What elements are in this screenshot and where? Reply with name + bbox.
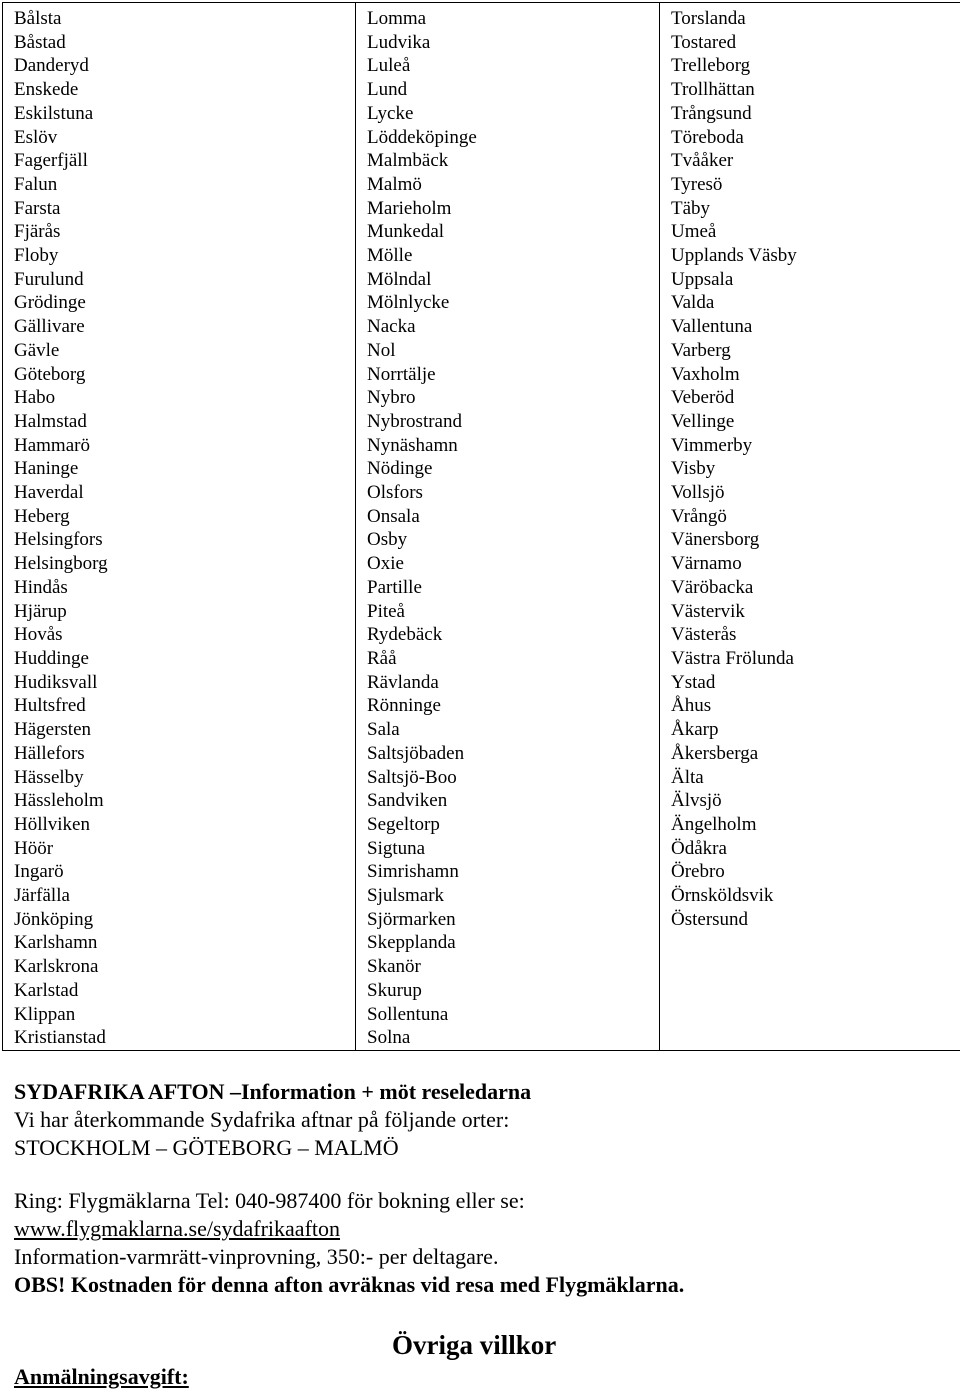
- city-name: Karlskrona: [14, 956, 99, 978]
- city-name: Nol: [367, 339, 396, 361]
- city-name: Hammarö: [14, 434, 90, 456]
- city-name: Helsingfors: [14, 529, 103, 551]
- info-notice: OBS! Kostnaden för denna afton avräknas vid resa med Flygmäklarna.: [14, 1272, 685, 1297]
- city-name: Malmbäck: [367, 150, 449, 172]
- city-name: Nödinge: [367, 458, 433, 480]
- city-name: Ödåkra: [671, 837, 727, 859]
- city-name: Nacka: [367, 316, 416, 338]
- city-name: Bålsta: [14, 8, 62, 29]
- city-list-3: [671, 7, 960, 931]
- city-name: Hägersten: [14, 719, 92, 741]
- city-name: Åkersberga: [671, 742, 759, 764]
- city-name: Onsala: [367, 505, 420, 527]
- city-name: Ängelholm: [671, 813, 757, 835]
- city-name: Väröbacka: [671, 576, 754, 598]
- city-name: Vallentuna: [671, 316, 753, 338]
- city-name: Huddinge: [14, 647, 89, 669]
- city-name: Piteå: [367, 600, 405, 622]
- city-name: Haverdal: [14, 482, 84, 504]
- city-name: Munkedal: [367, 221, 445, 243]
- city-name: Hjärup: [14, 600, 67, 622]
- city-name: Jönköping: [14, 908, 94, 930]
- city-name: Partille: [367, 576, 422, 598]
- city-name: Mölnlycke: [367, 292, 450, 314]
- city-name: Habo: [14, 387, 56, 409]
- city-name: Höllviken: [14, 813, 90, 835]
- city-name: Danderyd: [14, 55, 89, 77]
- city-name: Mölle: [367, 245, 413, 267]
- city-name: Nynäshamn: [367, 434, 458, 456]
- city-name: Segeltorp: [367, 813, 440, 835]
- city-name: Lund: [367, 79, 408, 101]
- city-name: Skanör: [367, 956, 421, 978]
- city-name: Löddeköpinge: [367, 126, 477, 148]
- city-column-3: [660, 3, 960, 1051]
- city-name: Rönninge: [367, 695, 441, 717]
- city-name: Västerås: [671, 624, 737, 646]
- city-name: Sjörmarken: [367, 908, 456, 930]
- city-column-1: [3, 3, 356, 1051]
- city-table-row: [3, 3, 960, 1051]
- city-name: Båstad: [14, 31, 66, 53]
- city-name: Lycke: [367, 102, 414, 124]
- city-name: Västra Frölunda: [671, 647, 794, 669]
- city-name: Kristianstad: [14, 1027, 106, 1049]
- info-link-line: [14, 1215, 944, 1243]
- city-name: Falun: [14, 173, 58, 195]
- city-name: Sjulsmark: [367, 885, 445, 907]
- city-column-2: [356, 3, 660, 1051]
- city-name: Saltsjöbaden: [367, 742, 465, 764]
- city-name: Hudiksvall: [14, 671, 98, 693]
- city-name: Trelleborg: [671, 55, 751, 77]
- city-name: Trångsund: [671, 102, 752, 124]
- city-name: Ystad: [671, 671, 716, 693]
- city-name: Hovås: [14, 624, 63, 646]
- city-name: Valda: [671, 292, 715, 314]
- city-name: Klippan: [14, 1003, 76, 1025]
- city-name: Veberöd: [671, 387, 735, 409]
- city-name: Grödinge: [14, 292, 86, 314]
- info-intro: Vi har återkommande Sydafrika aftnar på följande orter:: [14, 1107, 510, 1132]
- city-name: Halmstad: [14, 410, 87, 432]
- city-list-1: [14, 7, 355, 1050]
- city-name: Umeå: [671, 221, 717, 243]
- city-name: Fjärås: [14, 221, 61, 243]
- city-name: Örnsköldsvik: [671, 885, 774, 907]
- city-name: Hultsfred: [14, 695, 86, 717]
- city-name: Lomma: [367, 8, 427, 29]
- city-name: Östersund: [671, 908, 749, 930]
- info-places: STOCKHOLM – GÖTEBORG – MALMÖ: [14, 1135, 399, 1160]
- city-name: Trollhättan: [671, 79, 755, 101]
- city-name: Tyresö: [671, 173, 723, 195]
- city-name: Osby: [367, 529, 408, 551]
- city-name: Sandviken: [367, 790, 448, 812]
- city-name: Gävle: [14, 339, 60, 361]
- city-name: Rävlanda: [367, 671, 439, 693]
- city-name: Örebro: [671, 861, 725, 883]
- city-name: Västervik: [671, 600, 745, 622]
- city-name: Floby: [14, 245, 59, 267]
- city-name: Sollentuna: [367, 1003, 449, 1025]
- city-name: Täby: [671, 197, 711, 219]
- city-name: Visby: [671, 458, 716, 480]
- city-name: Enskede: [14, 79, 79, 101]
- city-name: Älvsjö: [671, 790, 722, 812]
- city-name: Luleå: [367, 55, 411, 77]
- city-name: Gällivare: [14, 316, 85, 338]
- city-name: Järfälla: [14, 885, 70, 907]
- city-name: Råå: [367, 647, 397, 669]
- city-name: Vimmerby: [671, 434, 753, 456]
- city-list-2: [367, 7, 659, 1050]
- city-name: Tostared: [671, 31, 737, 53]
- city-name: Fagerfjäll: [14, 150, 88, 172]
- info-heading: SYDAFRIKA AFTON –Information + möt reseledarna: [14, 1079, 532, 1104]
- city-name: Göteborg: [14, 363, 86, 385]
- city-name: Skurup: [367, 979, 422, 1001]
- city-name: Sala: [367, 719, 400, 741]
- city-name: Simrishamn: [367, 861, 459, 883]
- city-name: Helsingborg: [14, 553, 108, 575]
- city-name: Höör: [14, 837, 54, 859]
- city-name: Värnamo: [671, 553, 742, 575]
- city-name: Saltsjö-Boo: [367, 766, 457, 788]
- city-name: Heberg: [14, 505, 70, 527]
- city-name: Marieholm: [367, 197, 452, 219]
- city-name: Farsta: [14, 197, 61, 219]
- city-name: Malmö: [367, 173, 422, 195]
- city-name: Oxie: [367, 553, 404, 575]
- city-name: Varberg: [671, 339, 731, 361]
- city-name: Åhus: [671, 695, 712, 717]
- city-name: Vaxholm: [671, 363, 740, 385]
- city-name: Hindås: [14, 576, 68, 598]
- city-name: Eskilstuna: [14, 102, 94, 124]
- city-name: Vellinge: [671, 410, 735, 432]
- city-name: Mölndal: [367, 268, 432, 290]
- city-name: Hässelby: [14, 766, 84, 788]
- city-name: Hällefors: [14, 742, 85, 764]
- city-name: Rydebäck: [367, 624, 443, 646]
- city-name: Skepplanda: [367, 932, 456, 954]
- city-name: Hässleholm: [14, 790, 104, 812]
- city-name: Tvååker: [671, 150, 734, 172]
- city-name: Töreboda: [671, 126, 744, 148]
- city-name: Ingarö: [14, 861, 64, 883]
- city-name: Ludvika: [367, 31, 431, 53]
- city-name: Furulund: [14, 268, 84, 290]
- city-name: Solna: [367, 1027, 411, 1049]
- info-spacer: [14, 1162, 944, 1187]
- city-name: Nybrostrand: [367, 410, 462, 432]
- city-table: [2, 2, 960, 1051]
- anmalningsavgift-label: Anmälningsavgift:: [14, 1364, 189, 1389]
- city-name: Norrtälje: [367, 363, 436, 385]
- city-name: Åkarp: [671, 719, 719, 741]
- city-name: Älta: [671, 766, 704, 788]
- city-name: Vollsjö: [671, 482, 725, 504]
- city-name: Vänersborg: [671, 529, 760, 551]
- info-contact: Ring: Flygmäklarna Tel: 040-987400 för bokning eller se:: [14, 1188, 525, 1213]
- flygmaklarna-link[interactable]: www.flygmaklarna.se/sydafrikaafton: [14, 1216, 341, 1241]
- city-name: Olsfors: [367, 482, 423, 504]
- city-name: Haninge: [14, 458, 79, 480]
- city-name: Nybro: [367, 387, 416, 409]
- city-name: Upplands Väsby: [671, 245, 797, 267]
- city-name: Torslanda: [671, 8, 746, 29]
- sydafrika-info-block: [14, 1078, 944, 1299]
- city-name: Vrångö: [671, 505, 727, 527]
- city-name: Eslöv: [14, 126, 58, 148]
- city-name: Sigtuna: [367, 837, 426, 859]
- ovriga-villkor-heading: Övriga villkor: [392, 1330, 557, 1360]
- city-name: Karlstad: [14, 979, 79, 1001]
- city-name: Uppsala: [671, 268, 734, 290]
- city-name: Karlshamn: [14, 932, 98, 954]
- info-details: Information-varmrätt-vinprovning, 350:- per deltagare.: [14, 1244, 499, 1269]
